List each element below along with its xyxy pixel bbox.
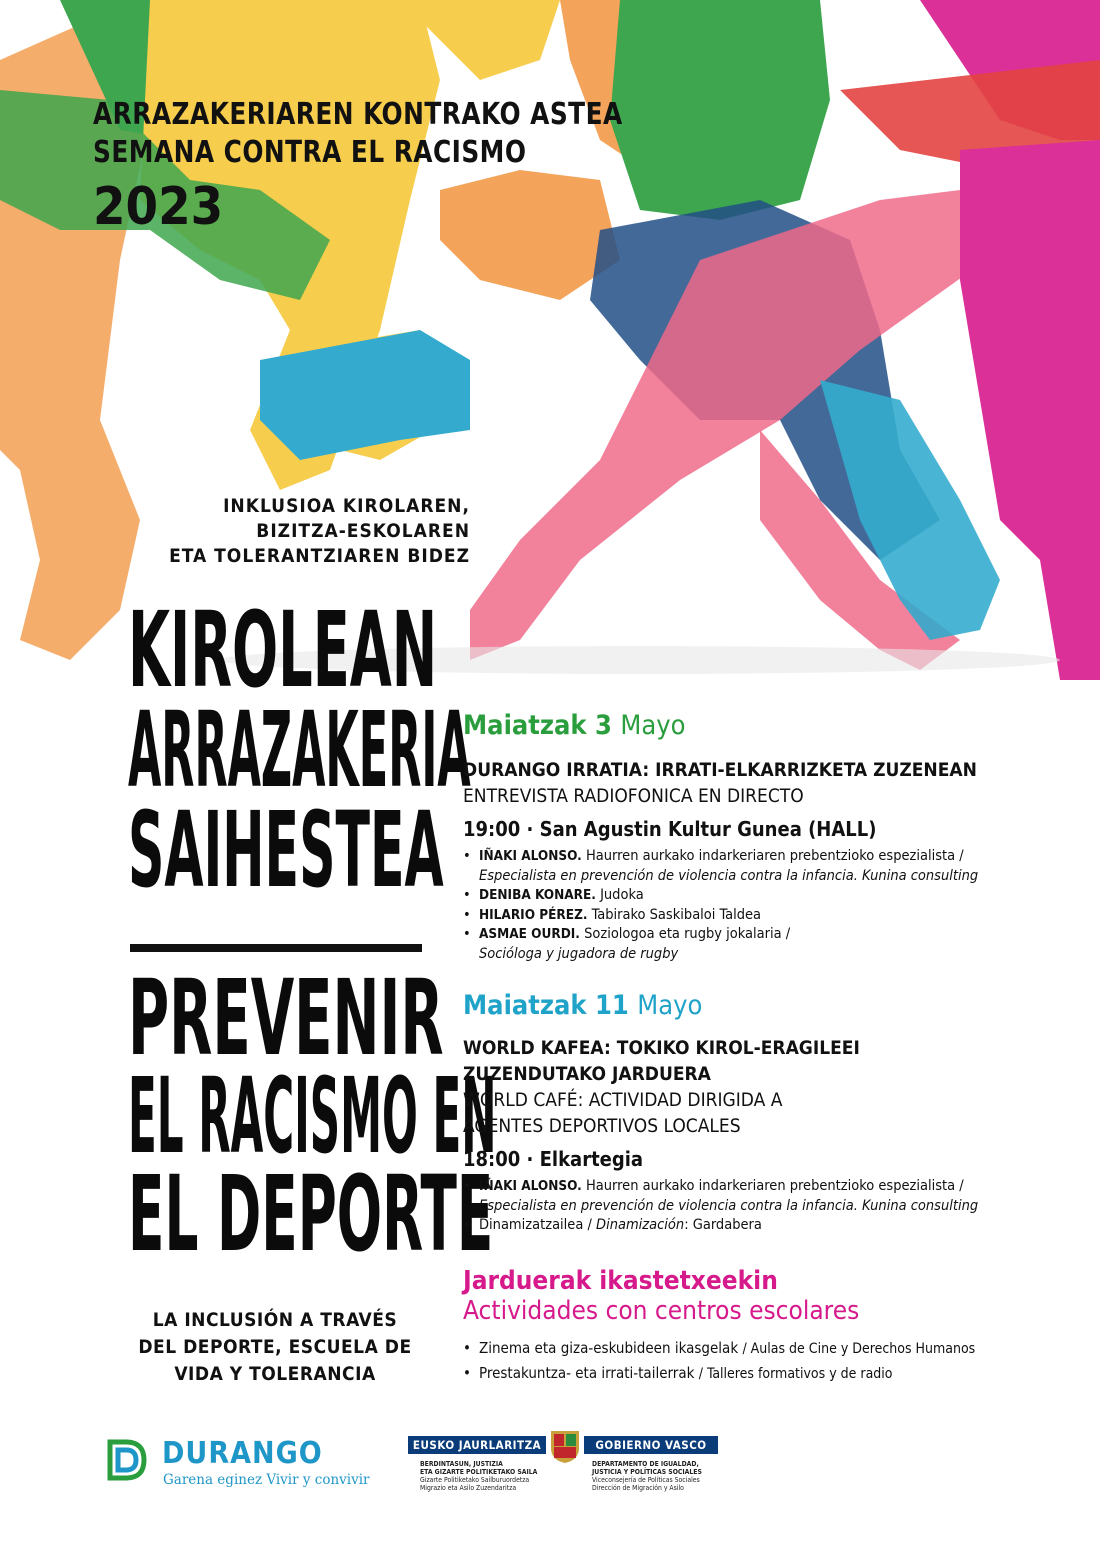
schools-subtitle: Actividades con centros escolares [463, 1296, 860, 1326]
participant-desc-es: Especialista en prevención de violencia contra la infancia. Kunina consulting [479, 1197, 979, 1214]
list-item [463, 925, 1063, 964]
participant-desc-tail: : Gardabera [684, 1217, 762, 1233]
header-year: 2023 [93, 177, 224, 237]
school-item-es: / Aulas de Cine y Derechos Humanos [742, 1341, 976, 1357]
event-date-day: Maiatzak 11 [463, 990, 629, 1021]
participant-name: ASMAE OURDI. [479, 926, 580, 942]
event-may-11 [463, 990, 1063, 1236]
subtitle-es-line: DEL DEPORTE, ESCUELA DE [138, 1336, 412, 1358]
schools-title: Jarduerak ikastetxeekin [463, 1266, 778, 1296]
event-time-place: 19:00 · San Agustin Kultur Gunea (HALL) [463, 817, 877, 841]
participant-desc-es: Especialista en prevención de violencia contra la infancia. Kunina consulting [479, 867, 979, 884]
subtitle-eu-line: INKLUSIOA KIROLAREN, [223, 495, 470, 517]
participant-desc: Tabirako Saskibaloi Taldea [591, 906, 762, 923]
list-item [463, 906, 1063, 926]
participant-desc: Haurren aurkako indarkeriaren prebentzioko espezialista / [585, 1178, 964, 1194]
event-date [463, 710, 1063, 741]
dept-es [592, 1460, 702, 1492]
dept-line: JUSTICIA Y POLÍTICAS SOCIALES [592, 1468, 702, 1476]
dept-line: Gizarte Politiketako Sailburuordetza [420, 1476, 530, 1484]
durango-logo-text: DURANGO [162, 1436, 323, 1471]
school-item-es: / Talleres formativos y de radio [698, 1366, 893, 1382]
event-date [463, 990, 1063, 1021]
list-item [463, 1336, 1063, 1361]
subtitle-eu [110, 494, 470, 569]
schools-section [463, 1266, 1063, 1386]
subtitle-eu-line: BIZITZA-ESKOLAREN [256, 520, 470, 542]
durango-logo-icon [106, 1438, 148, 1482]
basque-government-shield-icon [548, 1428, 582, 1464]
durango-tagline: Garena eginez Vivir y convivir [163, 1472, 370, 1488]
header [93, 96, 669, 238]
dept-eu [420, 1460, 537, 1492]
school-item-eu: Prestakuntza- eta irrati-tailerrak [479, 1364, 695, 1382]
title-eu [128, 589, 471, 911]
list-item [463, 1216, 1063, 1236]
dept-line: Viceconsejería de Políticas Sociales [592, 1476, 700, 1484]
list-item [463, 1177, 1063, 1216]
participant-name: IÑAKI ALONSO. [479, 1178, 582, 1194]
event-subtitle: AGENTES DEPORTIVOS LOCALES [463, 1115, 741, 1137]
subtitle-es-line: LA INCLUSIÓN A TRAVÉS [152, 1309, 398, 1331]
participant-name: DENIBA KONARE. [479, 887, 596, 903]
participant-desc-es: Dinamización [596, 1217, 685, 1233]
dept-line: Dirección de Migración y Asilo [592, 1484, 684, 1492]
event-date-day: Maiatzak 3 [463, 710, 612, 741]
participant-desc: Judoka [600, 887, 644, 903]
participant-desc: Soziologoa eta rugby jokalaria / [584, 926, 791, 942]
participants-list [463, 847, 1063, 964]
event-subtitle: ENTREVISTA RADIOFONICA EN DIRECTO [463, 785, 804, 807]
gv-label-eu: EUSKO JAURLARITZA [408, 1436, 546, 1454]
participants-list [463, 1177, 1063, 1236]
dept-line: Migrazio eta Asilo Zuzendaritza [420, 1484, 517, 1492]
header-line-eu: ARRAZAKERIAREN KONTRAKO ASTEA [93, 97, 623, 132]
participant-name: HILARIO PÉREZ. [479, 906, 588, 923]
title-eu-line: ARRAZAKERIA [128, 689, 471, 811]
dept-line: BERDINTASUN, JUSTIZIA [420, 1460, 503, 1468]
title-eu-line: KIROLEAN [128, 589, 438, 711]
title-es-line: EL RACISMO EN [128, 1055, 497, 1177]
title-es [128, 957, 497, 1275]
subtitle-eu-line: ETA TOLERANTZIAREN BIDEZ [169, 545, 470, 567]
list-item [463, 1361, 1063, 1386]
gv-label-es: GOBIERNO VASCO [584, 1436, 718, 1454]
participant-name: IÑAKI ALONSO. [479, 848, 582, 864]
title-eu-line: SAIHESTEA [128, 789, 444, 911]
school-item-eu: Zinema eta giza-eskubideen ikasgelak [479, 1339, 739, 1357]
title-divider [130, 944, 422, 952]
header-line-es: SEMANA CONTRA EL RACISMO [93, 135, 527, 170]
schools-list [463, 1336, 1063, 1386]
participant-desc-es: Socióloga y jugadora de rugby [479, 945, 679, 962]
list-item [463, 886, 1063, 906]
event-subtitle: WORLD CAFÉ: ACTIVIDAD DIRIGIDA A [463, 1089, 783, 1111]
event-title: WORLD KAFEA: TOKIKO KIROL-ERAGILEEI [463, 1037, 860, 1059]
participant-desc: Dinamizatzailea / [479, 1217, 592, 1233]
subtitle-es [120, 1307, 430, 1388]
subtitle-es-line: VIDA Y TOLERANCIA [174, 1363, 376, 1385]
title-es-line: EL DEPORTE [128, 1153, 494, 1275]
event-title: ZUZENDUTAKO JARDUERA [463, 1063, 711, 1085]
participant-desc: Haurren aurkako indarkeriaren prebentzioko espezialista / [585, 848, 964, 864]
dept-line: DEPARTAMENTO DE IGUALDAD, [592, 1460, 699, 1468]
event-date-month: Mayo [620, 710, 686, 741]
event-may-3 [463, 710, 1063, 964]
event-title: DURANGO IRRATIA: IRRATI-ELKARRIZKETA ZUZENEAN [463, 759, 977, 781]
event-date-month: Mayo [637, 990, 703, 1021]
event-time-place: 18:00 · Elkartegia [463, 1147, 644, 1171]
title-es-line: PREVENIR [128, 957, 444, 1079]
list-item [463, 847, 1063, 886]
dept-line: ETA GIZARTE POLITIKETAKO SAILA [420, 1468, 538, 1476]
